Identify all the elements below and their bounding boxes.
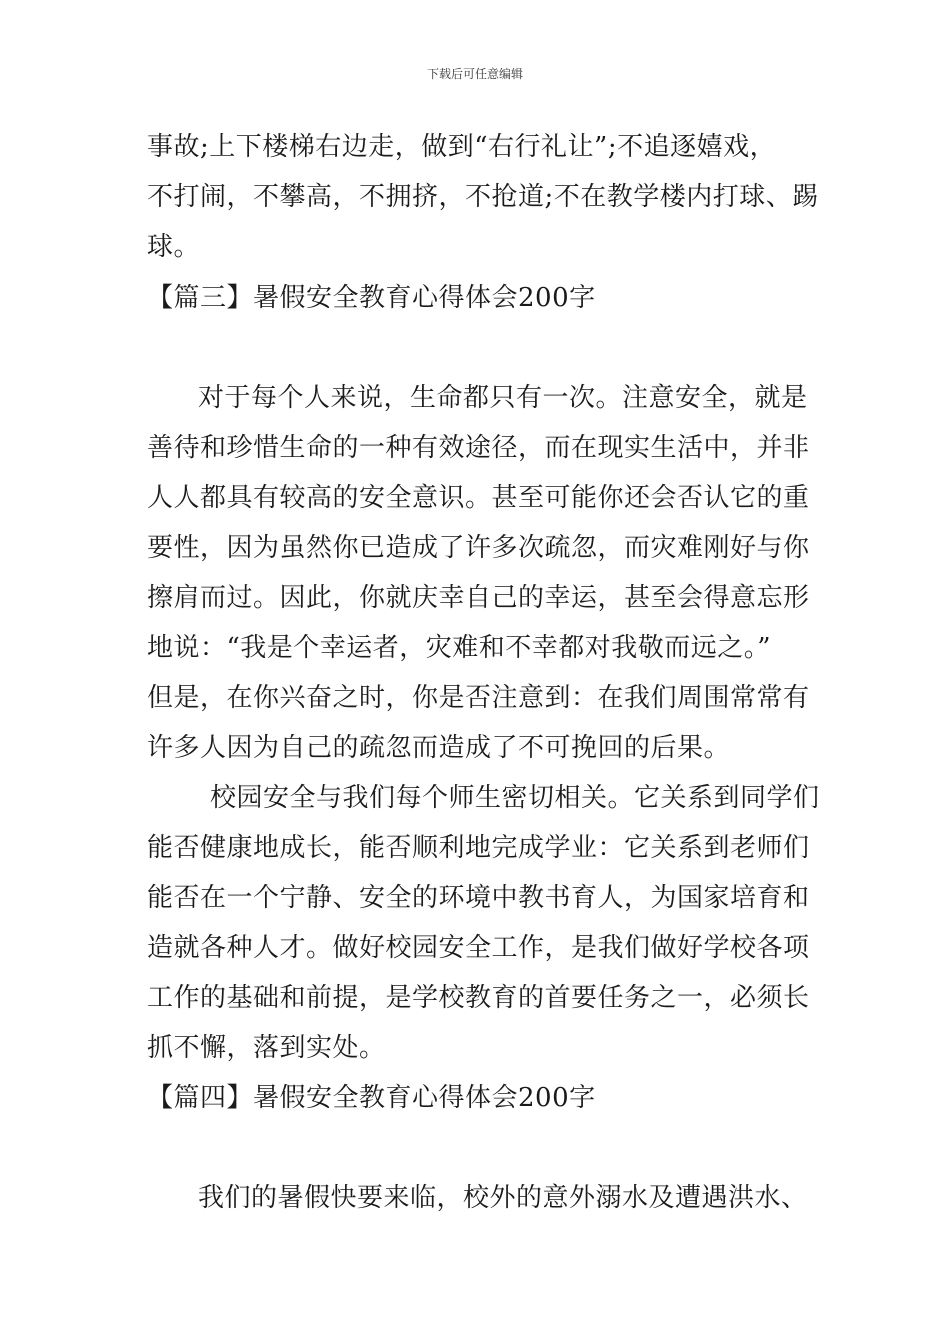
body-line: 我们的暑假快要来临，校外的意外溺水及遭遇洪水、 bbox=[198, 1183, 808, 1213]
body-line: 许多人因为自己的疏忽而造成了不可挽回的后果。 bbox=[147, 733, 731, 763]
body-line: 对于每个人来说，生命都只有一次。注意安全，就是 bbox=[198, 383, 808, 413]
body-line: 人人都具有较高的安全意识。甚至可能你还会否认它的重 bbox=[147, 483, 810, 513]
body-line: 工作的基础和前提，是学校教育的首要任务之一，必须长 bbox=[147, 983, 810, 1013]
header-note: 下载后可任意编辑 bbox=[426, 67, 523, 81]
section-heading: 【篇三】暑假安全教育心得体会200字 bbox=[147, 283, 596, 313]
body-line: 但是，在你兴奋之时，你是否注意到：在我们周围常常有 bbox=[147, 683, 810, 713]
body-line: 球。 bbox=[147, 232, 201, 262]
body-line: 地说：“我是个幸运者，灾难和不幸都对我敬而远之。” bbox=[147, 633, 772, 663]
body-line: 擦肩而过。因此，你就庆幸自己的幸运，甚至会得意忘形 bbox=[147, 583, 810, 613]
body-line: 造就各种人才。做好校园安全工作，是我们做好学校各项 bbox=[147, 933, 810, 963]
body-line: 抓不懈，落到实处。 bbox=[147, 1033, 386, 1063]
body-line: 能否在一个宁静、安全的环境中教书育人，为国家培育和 bbox=[147, 883, 810, 913]
body-line: 不打闹，不攀高，不拥挤，不抢道;不在教学楼内打球、踢 bbox=[147, 182, 819, 212]
body-line: 校园安全与我们每个师生密切相关。它关系到同学们 bbox=[210, 783, 820, 813]
body-line: 善待和珍惜生命的一种有效途径，而在现实生活中，并非 bbox=[147, 433, 810, 463]
body-line: 要性，因为虽然你已造成了许多次疏忽，而灾难刚好与你 bbox=[147, 533, 810, 563]
body-line: 能否健康地成长，能否顺利地完成学业：它关系到老师们 bbox=[147, 833, 810, 863]
section-heading: 【篇四】暑假安全教育心得体会200字 bbox=[147, 1083, 596, 1113]
body-line: 事故;上下楼梯右边走，做到“右行礼让”;不追逐嬉戏， bbox=[147, 132, 777, 162]
